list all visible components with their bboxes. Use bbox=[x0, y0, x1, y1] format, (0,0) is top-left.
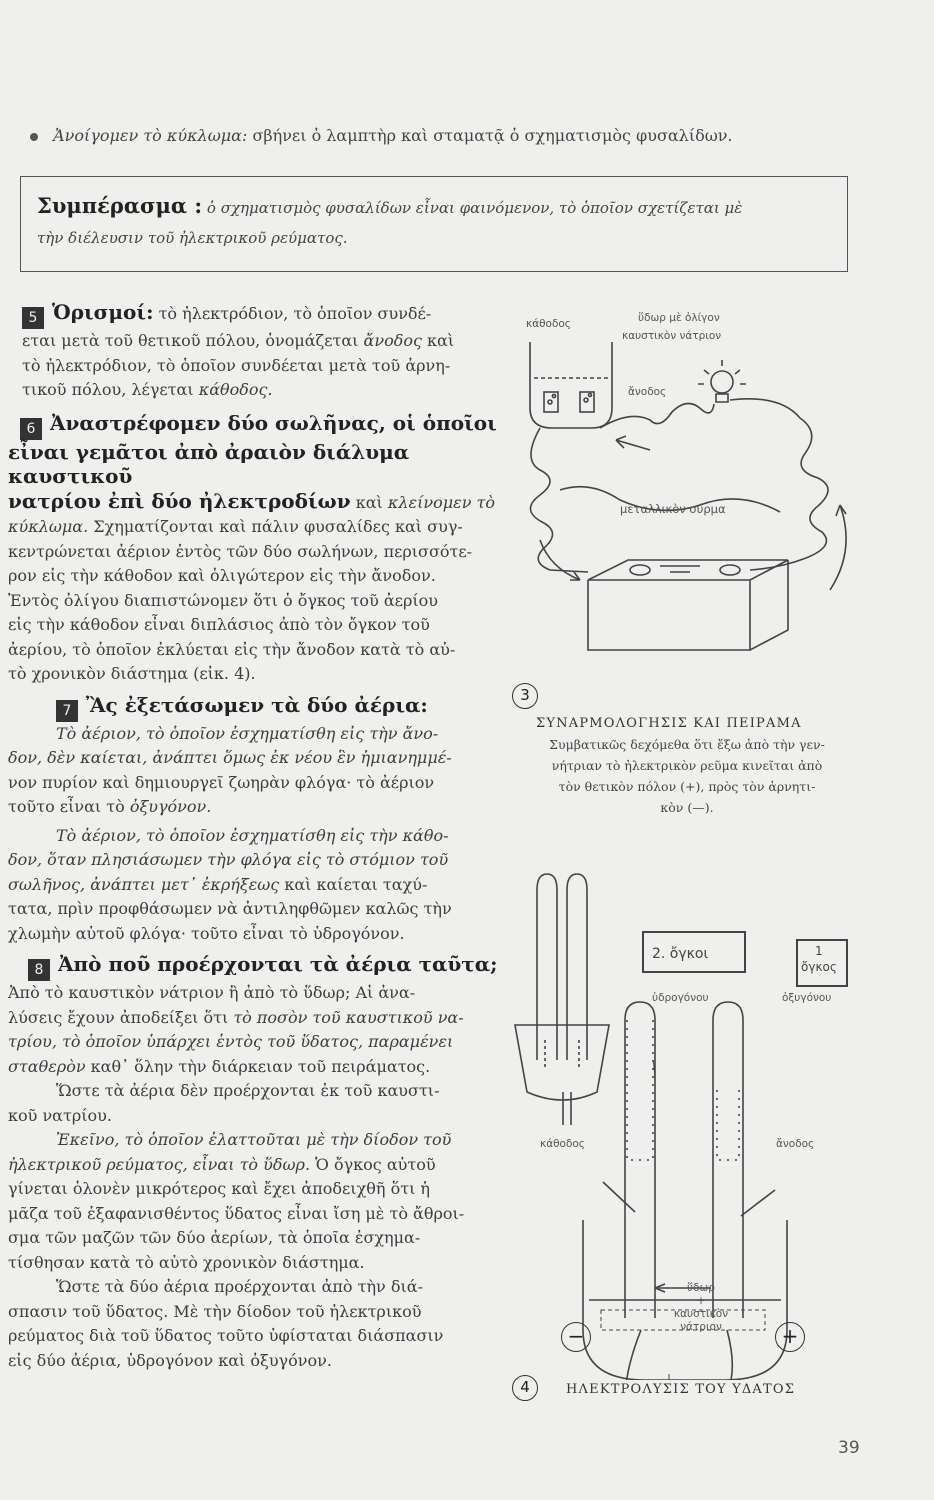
figure-3-number bbox=[512, 683, 538, 709]
text-line: Ὥστε τὰ δύο ἀέρια προέρχονται ἀπὸ τὴν διά- bbox=[56, 1277, 423, 1296]
section-5 bbox=[8, 300, 504, 403]
text-line: καὶ bbox=[427, 331, 455, 350]
page-number: 39 bbox=[838, 1438, 860, 1458]
section-heading: Ὁρισμοί: bbox=[52, 300, 154, 324]
label-wire: μεταλλικὸν σύρμα bbox=[620, 502, 726, 516]
label-water-2: καυστικὸν νάτριον bbox=[622, 330, 722, 342]
main-text-column bbox=[8, 300, 504, 1375]
text-line: εἰς δύο ἀέρια, ὑδρογόνον καὶ ὀξυγόνον. bbox=[8, 1350, 332, 1370]
lamp bbox=[711, 371, 733, 393]
anode-pointer bbox=[741, 1190, 775, 1216]
wire-to-bulb bbox=[600, 403, 714, 428]
text-line: τικοῦ πόλου, λέγεται bbox=[22, 380, 194, 399]
text-line: κοῦ νατρίου. bbox=[8, 1105, 112, 1125]
text-line: σταθερὸν bbox=[8, 1056, 86, 1076]
conclusion-line-1: ὁ σχηματισμὸς φυσαλίδων εἶναι φαινόμενον, τὸ ὁποῖον σχετίζεται μὲ bbox=[206, 199, 743, 217]
section-8 bbox=[8, 952, 504, 1373]
water-label-line: + bbox=[696, 1295, 706, 1307]
section-heading-cont: νατρίου ἐπὶ δύο ἠλεκτροδίων bbox=[8, 488, 351, 513]
text-line: Τὸ ἀέριον, τὸ ὁποῖον ἐσχηματίσθη εἰς τὴν ἄνο- bbox=[56, 723, 439, 743]
plus-icon: + bbox=[775, 1322, 805, 1352]
text-line: λύσεις ἔχουν ἀποδείξει ὅτι bbox=[8, 1007, 229, 1027]
section-number: 7 bbox=[56, 700, 78, 722]
text-line: καὶ καίεται ταχύ- bbox=[284, 874, 428, 894]
label-water-1: ὕδωρ μὲ ὀλίγον bbox=[638, 312, 720, 324]
text-line: ἠλεκτρικοῦ ρεύματος, εἶναι τὸ ὕδωρ. bbox=[8, 1154, 311, 1174]
text-line: ἀερίου, τὸ ὁποῖον ἐκλύεται εἰς τὴν ἄνοδον κατὰ τὸ αὐ- bbox=[8, 639, 456, 659]
box-one-label-a: 1 bbox=[815, 944, 823, 958]
figure-4-title: ΗΛΕΚΤΡΟΛΥΣΙΣ ΤΟΥ ΥΔΑΤΟΣ bbox=[566, 1382, 796, 1397]
bullet-dot bbox=[30, 133, 38, 141]
conclusion-box bbox=[20, 176, 848, 272]
text-line: Ὁ ὄγκος αὐτοῦ bbox=[315, 1154, 436, 1174]
text-line: Τὸ ἀέριον, τὸ ὁποῖον ἐσχηματίσθη εἰς τὴν κάθο- bbox=[56, 825, 449, 845]
intro-italic: Ἀνοίγομεν τὸ κύκλωμα: bbox=[53, 126, 248, 145]
intro-rest: σβήνει ὁ λαμπτὴρ καὶ σταματᾷ ὁ σχηματισμὸς φυσαλίδων. bbox=[252, 126, 733, 145]
wire-right bbox=[730, 399, 828, 570]
caption-line: νήτριαν τὸ ἠλεκτρικὸν ρεῦμα κινεῖται ἀπὸ bbox=[551, 758, 823, 773]
text-line: τοῦτο εἶναι τὸ bbox=[8, 797, 125, 816]
section-6 bbox=[8, 411, 504, 687]
text-line: Ἐκεῖνο, τὸ ὁποῖον ἐλαττοῦται μὲ τὴν δίοδον τοῦ bbox=[56, 1130, 452, 1149]
water-label-line: νάτριον bbox=[680, 1321, 722, 1333]
text-line: σμα τῶν μαζῶν τῶν δύο ἀερίων, τὰ ὁποῖα ἐσχημα- bbox=[8, 1228, 421, 1247]
negative-terminal bbox=[561, 1322, 591, 1352]
text-line: κλείνομεν τὸ bbox=[387, 492, 495, 512]
text-line: τρίου, τὸ ὁποῖον ὑπάρχει ἐντὸς τοῦ ὕδατος, παραμένει bbox=[8, 1032, 454, 1051]
text-line: καθ᾽ ὅλην τὴν διάρκειαν τοῦ πειράματος. bbox=[90, 1056, 431, 1076]
text-line: χλωμὴν αὐτοῦ φλόγα· τοῦτο εἶναι τὸ ὑδρογόνον. bbox=[8, 923, 405, 943]
figure-number: 4 bbox=[512, 1375, 538, 1401]
water-label-line: καυστικὸν bbox=[673, 1308, 729, 1320]
term-oxygen: ὀξυγόνον. bbox=[129, 797, 212, 816]
text-line: τὸ ἠλεκτρόδιον, τὸ ὁποῖον συνδέ- bbox=[158, 304, 432, 323]
section-heading: Ἀπὸ ποῦ προέρχονται τὰ ἀέρια ταῦτα; bbox=[58, 952, 498, 976]
text-line: μᾶζα τοῦ ἐξαφανισθέντος ὕδατος εἶναι ἴση μὲ τὸ ἄθροι- bbox=[8, 1203, 465, 1223]
text-line: δον, ὅταν πλησιάσωμεν τὴν φλόγα εἰς τὸ στόμιον τοῦ bbox=[8, 850, 449, 869]
figure-3-caption bbox=[512, 734, 862, 818]
section-number: 8 bbox=[28, 959, 50, 981]
beaker bbox=[530, 342, 612, 428]
text-line: Ἐντὸς ὀλίγου διαπιστώνομεν ὅτι ὁ ὄγκος τοῦ ἀερίου bbox=[8, 590, 439, 610]
term-anode: ἄνοδος bbox=[363, 331, 422, 350]
text-line: τὸ ποσὸν τοῦ καυστικοῦ να- bbox=[233, 1007, 464, 1027]
label-water-mix bbox=[664, 1282, 738, 1334]
term-cathode: κάθοδος. bbox=[198, 380, 273, 399]
box-two-label: 2. ὄγκοι bbox=[652, 946, 709, 962]
label-oxygen: ὀξυγόνου bbox=[782, 992, 832, 1004]
text-line: καὶ bbox=[355, 492, 383, 512]
conclusion-heading: Συμπέρασμα : bbox=[37, 193, 203, 218]
figure-4-number bbox=[512, 1375, 538, 1401]
text-line: τὸ χρονικὸν διάστημα (εἰκ. 4). bbox=[8, 664, 256, 683]
battery-side bbox=[750, 560, 788, 650]
label-hydrogen: ὑδρογόνου bbox=[652, 992, 709, 1004]
caption-line: τὸν θετικὸν πόλον (+), πρὸς τὸν ἀρνητι- bbox=[558, 779, 816, 794]
cathode-pointer bbox=[603, 1182, 635, 1212]
wire-left bbox=[530, 428, 588, 572]
caption-line: Συμβατικῶς δεχόμεθα ὅτι ἔξω ἀπὸ τὴν γεν- bbox=[549, 737, 825, 752]
figure-3-apparatus bbox=[500, 300, 860, 685]
text-line: Ἀπὸ τὸ καυστικὸν νάτριον ἢ ἀπὸ τὸ ὕδωρ; Αἱ ἀνα- bbox=[8, 983, 416, 1002]
small-beaker bbox=[515, 1025, 609, 1100]
lamp-rays bbox=[698, 360, 746, 384]
caption-line: κὸν (—). bbox=[660, 800, 714, 815]
conclusion-line-2: τὴν διέλευσιν τοῦ ἠλεκτρικοῦ ρεύματος. bbox=[37, 229, 348, 247]
figure-number: 3 bbox=[512, 683, 538, 709]
text-line: τὸ ἠλεκτρόδιον, τὸ ὁποῖον συνδέεται μετὰ τοῦ ἀρνη- bbox=[22, 355, 451, 375]
text-line: σωλῆνος, ἀνάπτει μετ᾽ ἐκρήξεως bbox=[8, 874, 280, 894]
section-number: 5 bbox=[22, 307, 44, 329]
intro-line bbox=[30, 126, 910, 145]
box-one-label-b: ὄγκος bbox=[801, 960, 837, 974]
section-heading: Ἀναστρέφομεν δύο σωλῆνας, οἱ ὁποῖοι bbox=[50, 410, 497, 435]
text-line: τίσθησαν κατὰ τὸ αὐτὸ χρονικὸν διάστημα. bbox=[8, 1252, 365, 1272]
label-cathode: κάθοδος bbox=[526, 318, 571, 330]
positive-terminal bbox=[775, 1322, 805, 1352]
text-line: Σχηματίζονται καὶ πάλιν φυσαλίδες καὶ συγ- bbox=[93, 517, 463, 536]
text-line: κεντρώνεται ἀέριον ἐντὸς τῶν δύο σωλήνων, περισσότε- bbox=[8, 541, 473, 561]
label-anode: ἄνοδος bbox=[628, 386, 667, 398]
section-7 bbox=[8, 693, 504, 947]
text-line: εται μετὰ τοῦ θετικοῦ πόλου, ὀνομάζεται bbox=[22, 331, 359, 350]
label-cathode-4: κάθοδος bbox=[540, 1138, 585, 1150]
text-line: τατα, πρὶν προφθάσωμεν νὰ ἀντιληφθῶμεν καλῶς τὴν bbox=[8, 899, 452, 918]
text-line: εἰς τὴν κάθοδον εἶναι διπλάσιος ἀπὸ τὸν ὄγκον τοῦ bbox=[8, 615, 430, 634]
section-heading-cont: εἶναι γεμᾶτοι ἀπὸ ἀραιὸν διάλυμα καυστικοῦ bbox=[8, 439, 410, 488]
arrow-2 bbox=[830, 505, 846, 590]
text-line: σπασιν τοῦ ὕδατος. Μὲ τὴν δίοδον τοῦ ἠλεκτρικοῦ bbox=[8, 1301, 422, 1321]
section-number: 6 bbox=[20, 418, 42, 440]
text-line: κύκλωμα. bbox=[8, 517, 89, 536]
figure-3-title: ΣΥΝΑΡΜΟΛΟΓΗΣΙΣ ΚΑΙ ΠΕΙΡΑΜΑ bbox=[536, 716, 802, 731]
text-line: ρεύματος διὰ τοῦ ὕδατος τοῦτο ὑφίσταται διάσπασιν bbox=[8, 1326, 444, 1345]
text-line: γίνεται ὁλονὲν μικρότερος καὶ ἔχει ἀποδειχθῆ ὅτι ἡ bbox=[8, 1179, 431, 1198]
battery-front bbox=[588, 580, 750, 650]
water-label-line: ὕδωρ bbox=[687, 1282, 715, 1294]
text-line: ρον εἰς τὴν κάθοδον καὶ ὀλιγώτερον εἰς τὴν ἄνοδον. bbox=[8, 566, 436, 585]
section-heading: Ἂς ἐξετάσωμεν τὰ δύο ἀέρια: bbox=[86, 692, 428, 717]
text-line: δον, δὲν καίεται, ἀνάπτει ὅμως ἐκ νέου ἓν ἡμιανημμέ- bbox=[8, 748, 452, 767]
minus-icon: − bbox=[561, 1322, 591, 1352]
text-line: νον πυρίον καὶ δημιουργεῖ ζωηρὰν φλόγα· τὸ ἀέριον bbox=[8, 772, 435, 792]
label-anode-4: ἄνοδος bbox=[776, 1138, 815, 1150]
text-line: Ὥστε τὰ ἀέρια δὲν προέρχονται ἐκ τοῦ καυστι- bbox=[56, 1081, 440, 1100]
